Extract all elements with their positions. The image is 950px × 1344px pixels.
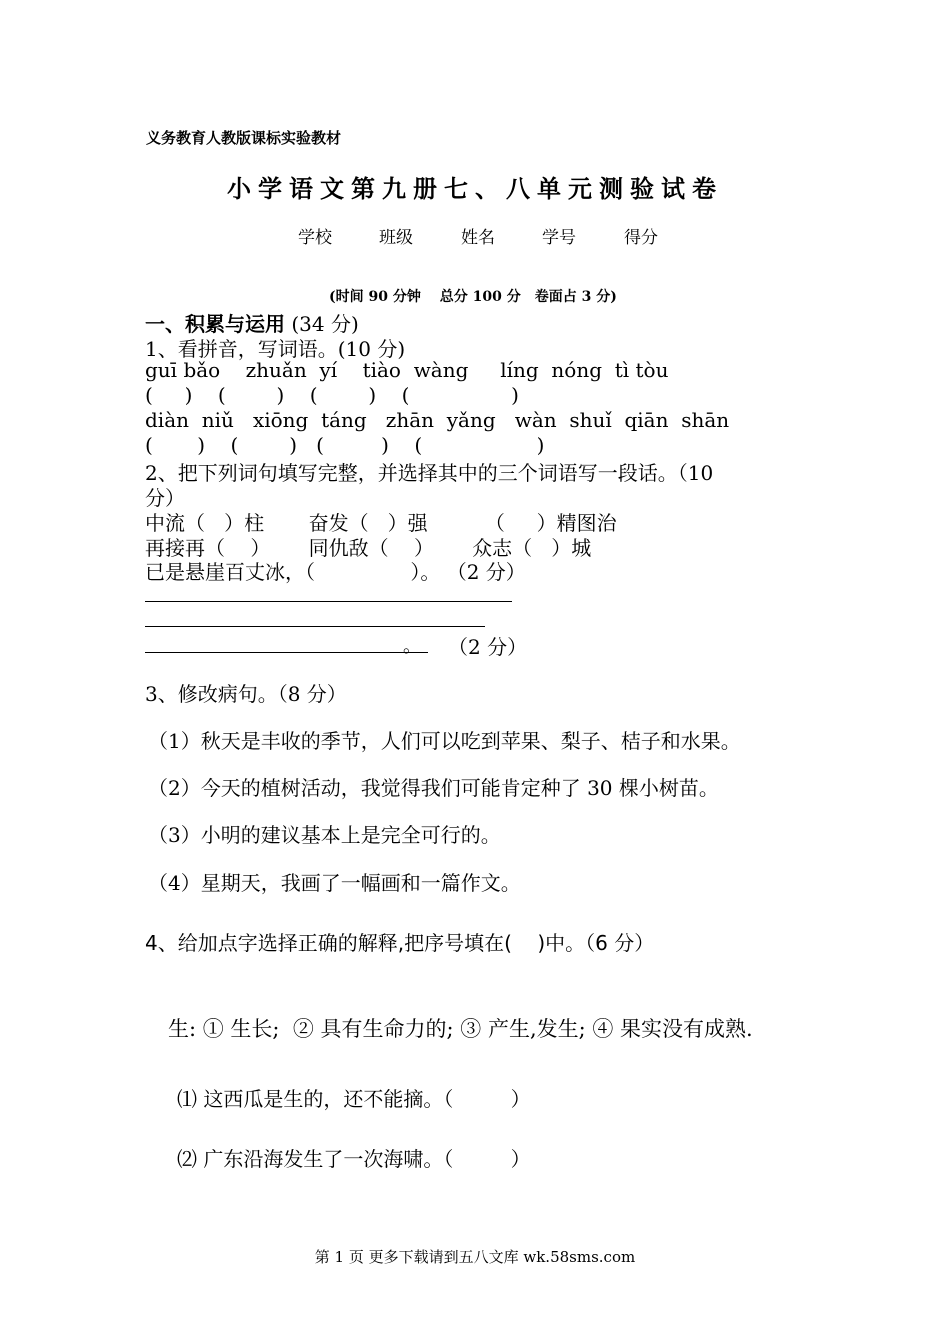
writing-score: （2 分） [448,635,528,659]
field-student-number: 学号 [542,228,576,248]
section-score: (34 分) [291,312,359,336]
q1-pinyin-row-1: guī bǎo zhuǎn yí tiào wàng líng nóng tì tòu [145,358,669,382]
q3-item-1: （1）秋天是丰收的季节，人们可以吃到苹果、梨子、桔子和水果。 [148,729,741,753]
writing-line-3 [145,652,428,653]
q3-title: 3、修改病句。（8 分） [145,682,347,706]
q3-item-2: （2）今天的植树活动，我觉得我们可能肯定种了 30 棵小树苗。 [148,776,719,800]
writing-line-1 [145,601,512,602]
q2-row-3: 已是悬崖百丈冰，（ ）。 （2 分） [145,560,526,584]
q4-item-2: ⑵ 广东沿海发生了一次海啸。（ ） [177,1147,531,1171]
q4-definition: 生: ① 生长; ② 具有生命力的; ③ 产生,发生; ④ 果实没有成熟. [168,1017,753,1041]
q4-item-1: ⑴ 这西瓜是生的，还不能摘。（ ） [177,1087,531,1111]
document-subtitle: 义务教育人教版课标实验教材 [146,129,342,147]
q3-item-3: （3）小明的建议基本上是完全可行的。 [148,823,501,847]
q1-pinyin-row-2: diàn niǔ xiōng táng zhān yǎng wàn shuǐ qiān shān [145,408,730,432]
writing-line-2 [145,626,485,627]
page-footer: 第 1 页 更多下载请到五八文库 wk.58sms.com [314,1248,636,1266]
exam-info: (时间 90 分钟 总分 100 分 卷面占 3 分) [329,289,617,305]
q2-row-1: 中流（ ）柱 奋发（ ）强 （ ）精图治 [145,511,617,535]
q2-title: 2、把下列词句填写完整，并选择其中的三个词语写一段话。（10 [145,461,714,485]
field-score: 得分 [624,228,658,248]
q1-title: 1、看拼音，写词语。(10 分) [145,337,406,361]
section-title: 一、积累与运用 [145,312,285,336]
q2-title-continued: 分） [145,486,185,510]
q1-answer-row-1: ( ) ( ) ( ) ( ) [145,383,519,407]
q1-answer-row-2: ( ) ( ) ( ) ( ) [145,433,545,457]
q3-item-4: （4）星期天，我画了一幅画和一篇作文。 [148,871,521,895]
field-school: 学校 [298,228,332,248]
page-title: 小学语文第九册七、八单元测验试卷 [227,174,723,203]
q4-title: 4、给加点字选择正确的解释,把序号填在( )中。（6 分） [145,931,655,955]
writing-end-mark: 。 [403,636,421,657]
q2-row-2: 再接再（ ） 同仇敌（ ） 众志（ ）城 [145,536,592,560]
field-name: 姓名 [461,228,495,248]
field-class: 班级 [379,228,413,248]
